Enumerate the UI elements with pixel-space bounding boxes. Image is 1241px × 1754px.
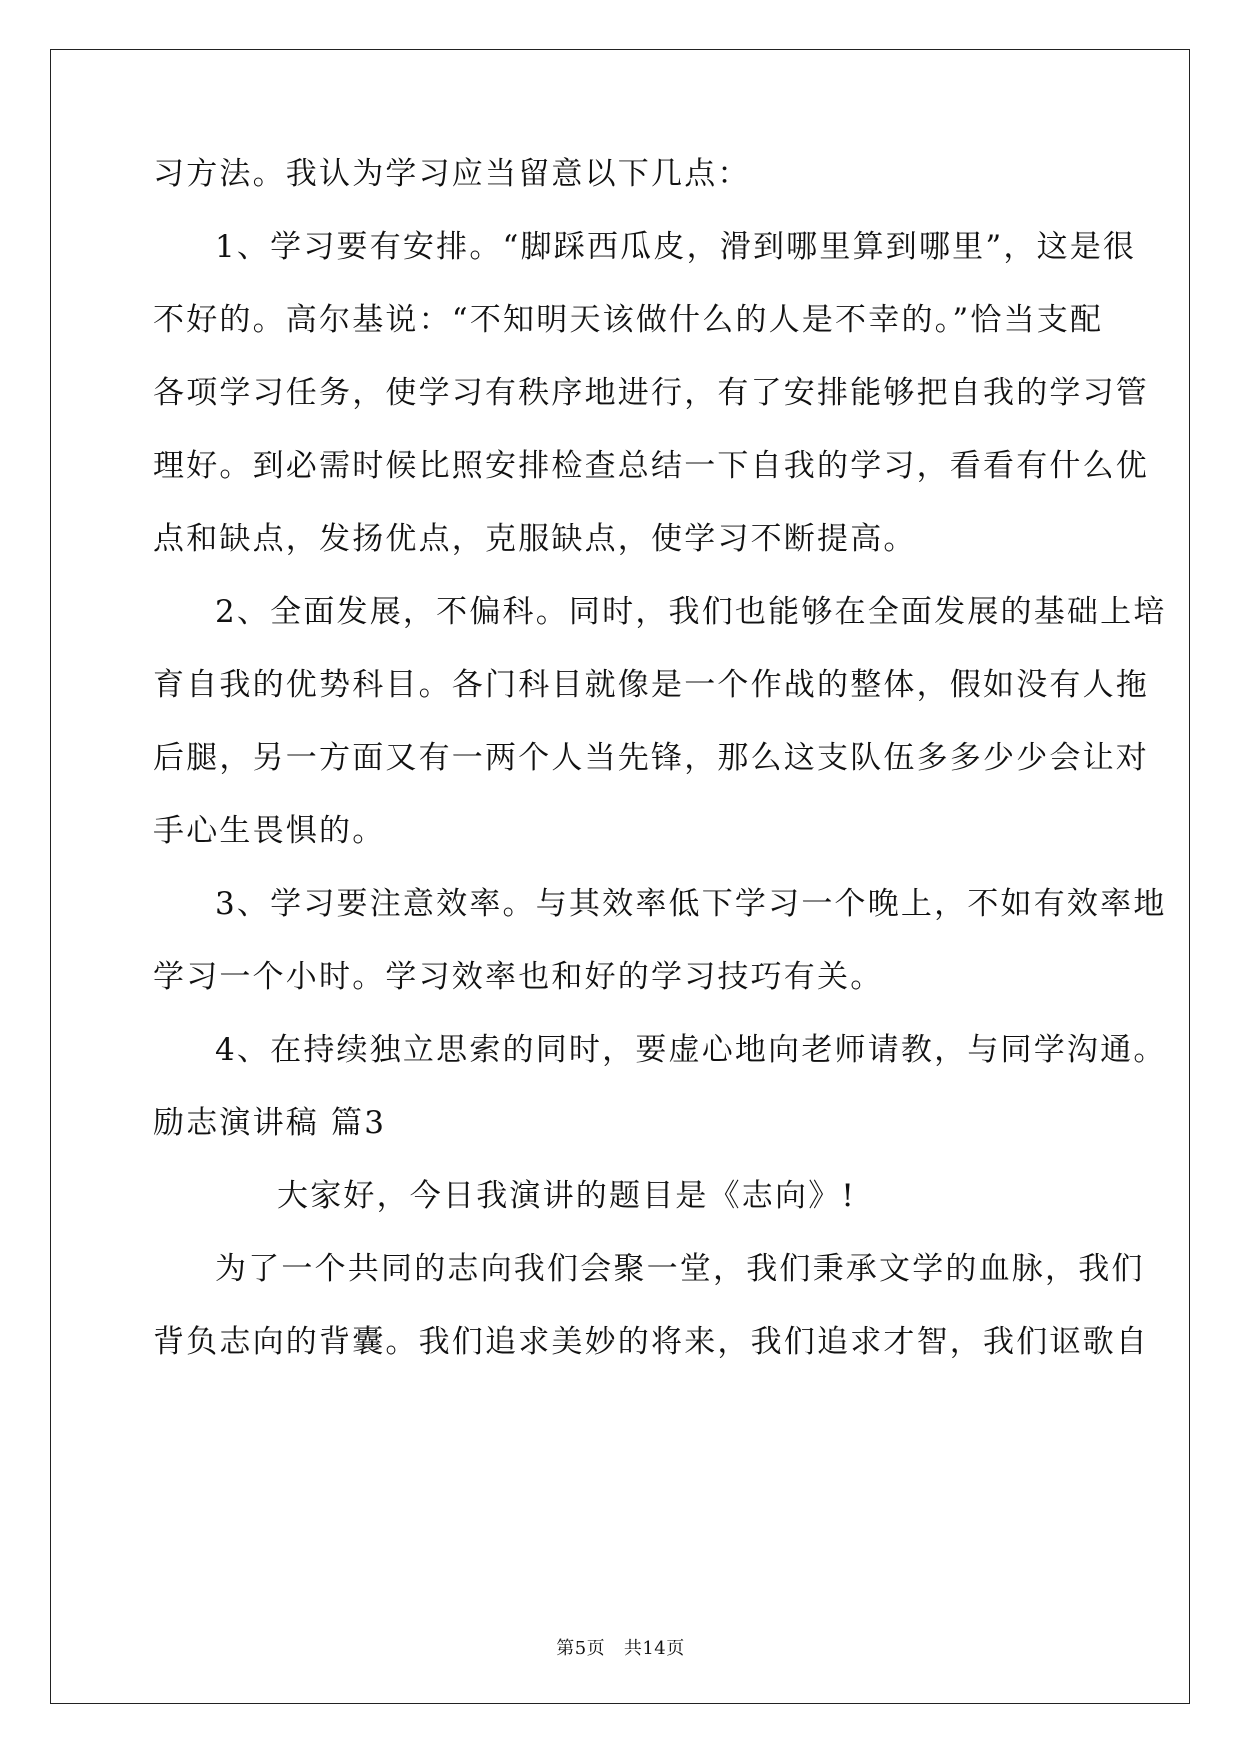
text-line: 理好。到必需时候比照安排检查总结一下自我的学习，看看有什么优 — [153, 448, 1149, 484]
section-heading: 励志演讲稿 篇3 — [153, 1105, 387, 1141]
text-line: 不好的。高尔基说：“不知明天该做什么的人是不幸的。”恰当支配 — [153, 302, 1104, 338]
page-border — [50, 49, 1190, 1704]
text-line: 点和缺点，发扬优点，克服缺点，使学习不断提高。 — [153, 521, 917, 557]
text-line: 为了一个共同的志向我们会聚一堂，我们秉承文学的血脉，我们 — [215, 1251, 1145, 1287]
text-line: 背负志向的背囊。我们追求美妙的将来，我们追求才智，我们讴歌自 — [153, 1324, 1149, 1360]
text-line: 2、全面发展，不偏科。同时，我们也能够在全面发展的基础上培 — [215, 594, 1167, 630]
text-line: 4、在持续独立思索的同时，要虚心地向老师请教，与同学沟通。 — [215, 1032, 1167, 1068]
text-line: 习方法。我认为学习应当留意以下几点： — [153, 156, 751, 192]
text-line: 后腿，另一方面又有一两个人当先锋，那么这支队伍多多少少会让对 — [153, 740, 1149, 776]
page-number: 第5页 共14页 — [556, 1638, 685, 1659]
text-line: 学习一个小时。学习效率也和好的学习技巧有关。 — [153, 959, 884, 995]
text-line: 各项学习任务，使学习有秩序地进行，有了安排能够把自我的学习管 — [153, 375, 1149, 411]
text-line: 3、学习要注意效率。与其效率低下学习一个晚上，不如有效率地 — [215, 886, 1167, 922]
text-line: 育自我的优势科目。各门科目就像是一个作战的整体，假如没有人拖 — [153, 667, 1149, 703]
text-line: 手心生畏惧的。 — [153, 813, 386, 849]
text-line: 大家好，今日我演讲的题目是《志向》! — [277, 1178, 857, 1214]
text-line: 1、学习要有安排。“脚踩西瓜皮，滑到哪里算到哪里”，这是很 — [215, 229, 1137, 265]
